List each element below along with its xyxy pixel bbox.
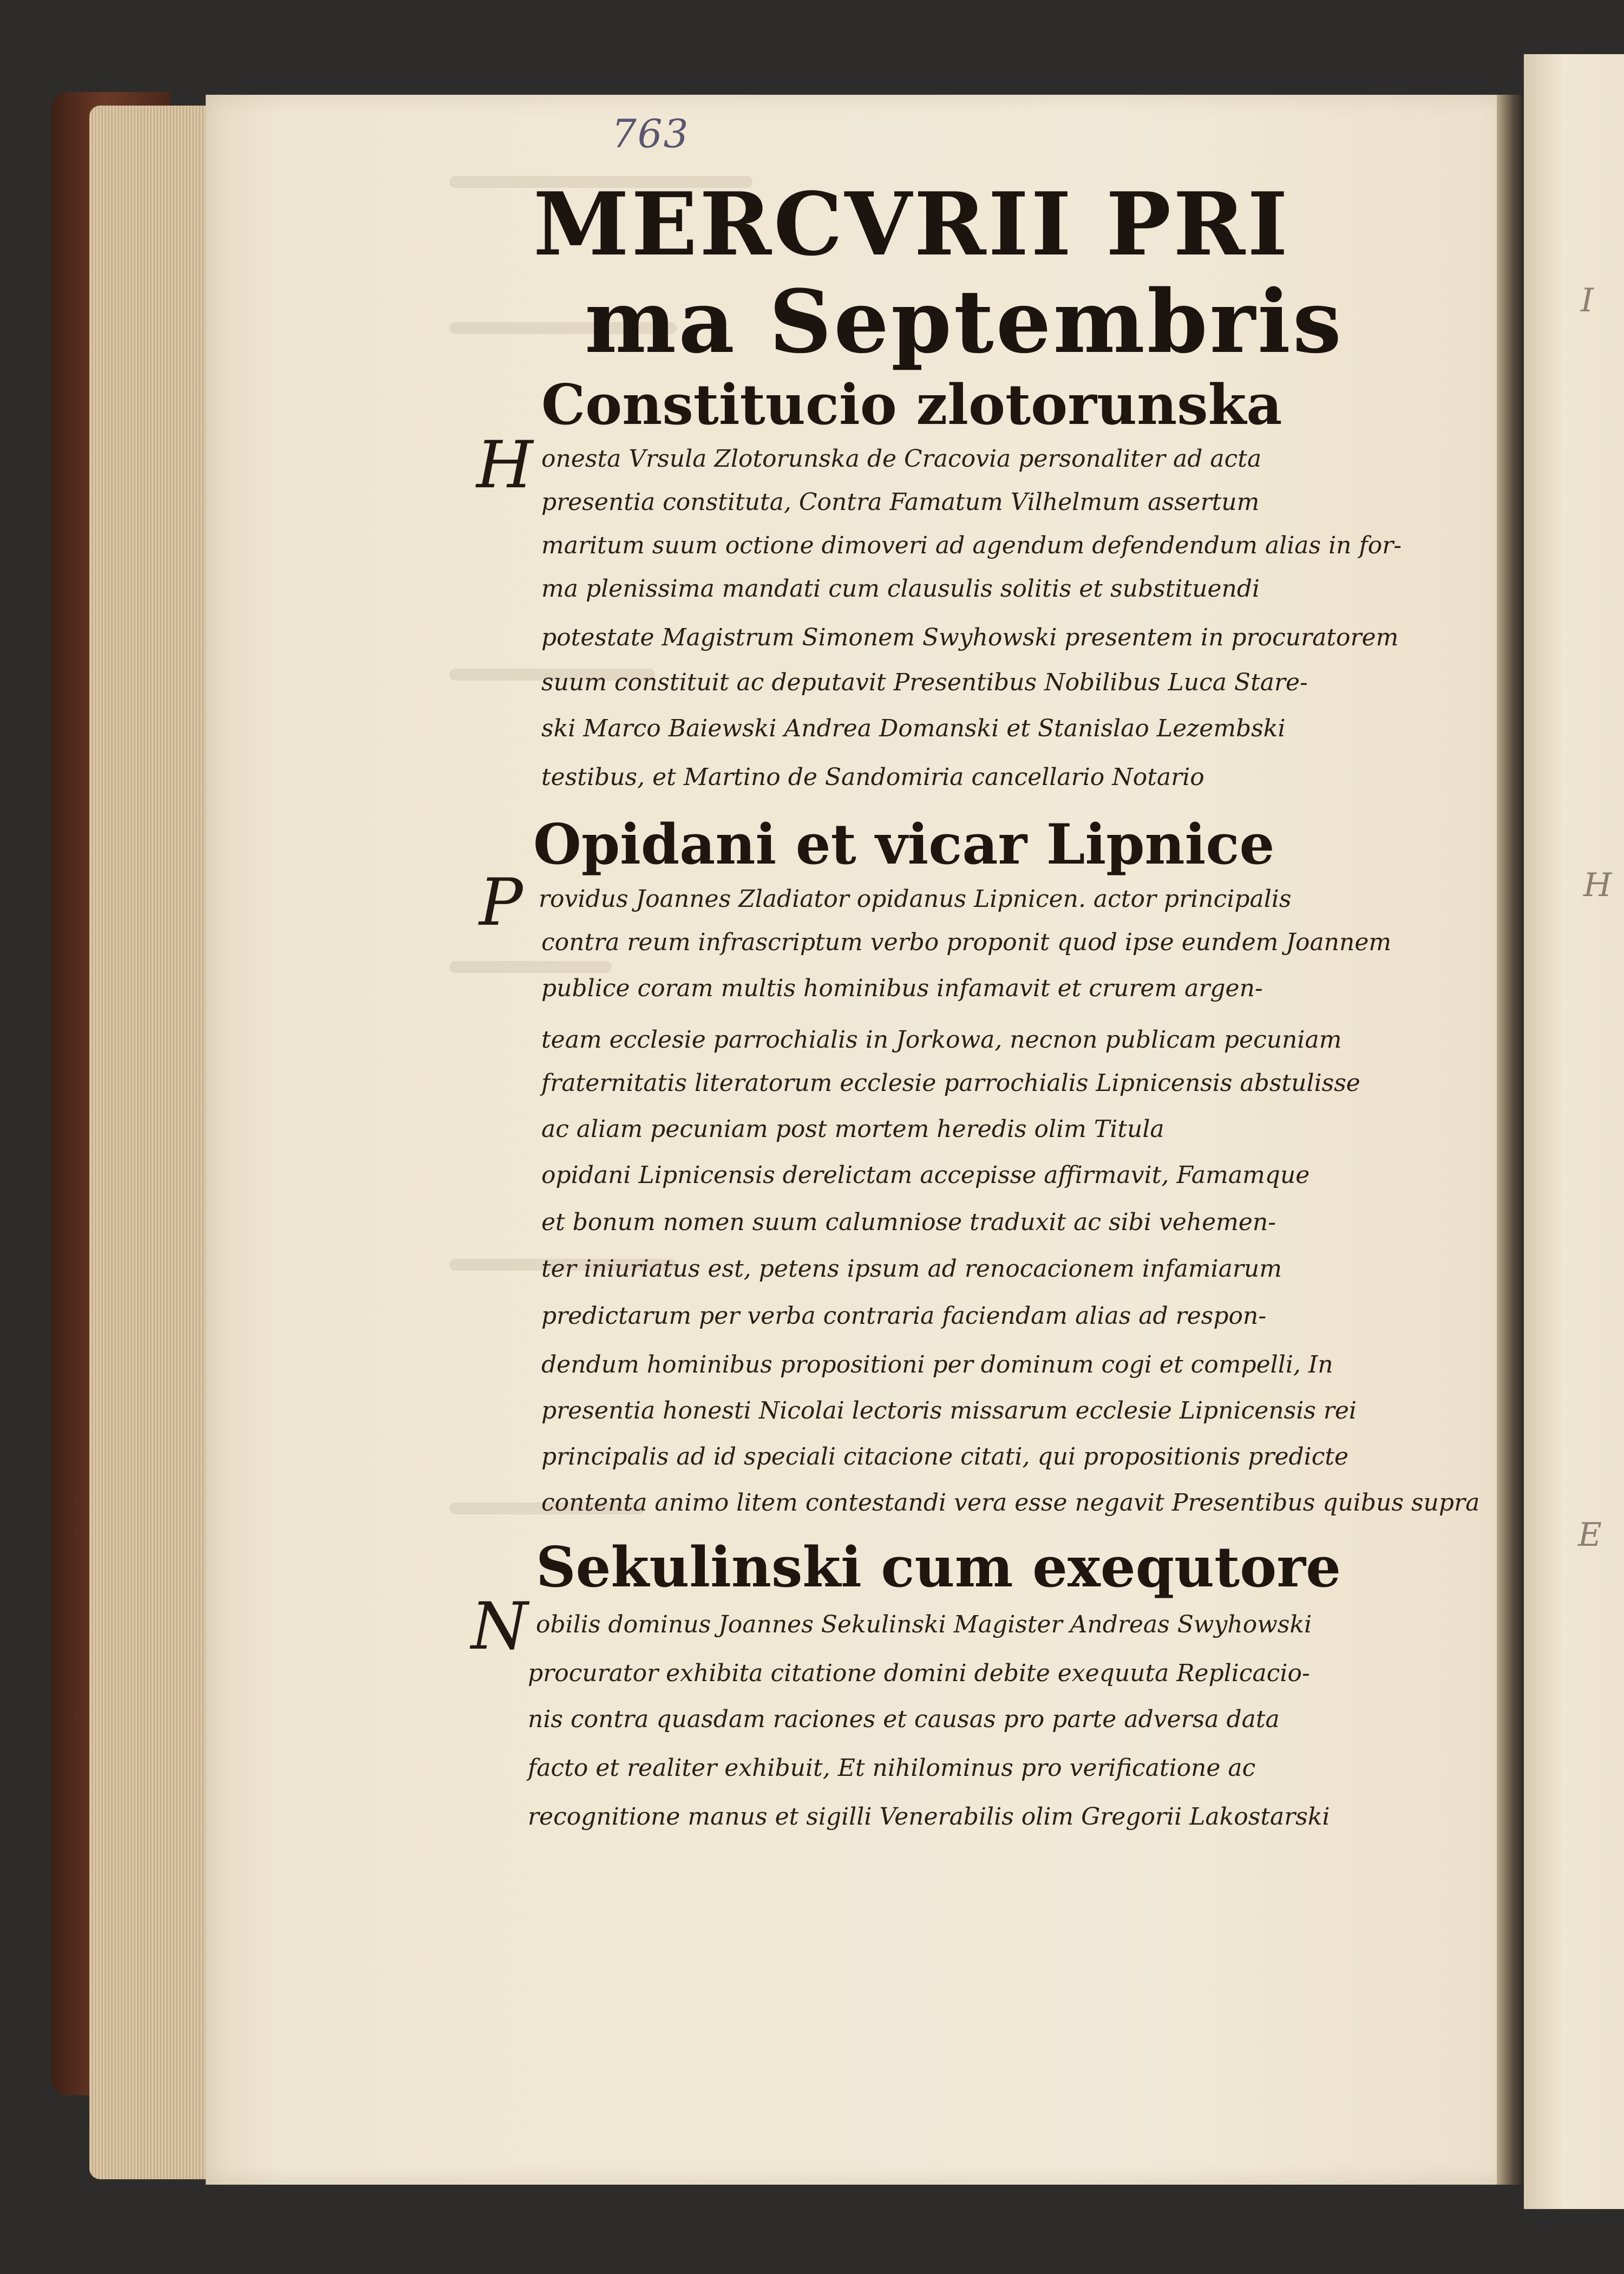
section-heading: Opidani et vicar Lipnice [533,812,1275,877]
text-line: ma plenissima mandati cum clausulis solitis et substituendi [541,575,1260,603]
folio-number: 763 [612,111,690,156]
text-line: suum constituit ac deputavit Presentibus Nobilibus Luca Stare- [541,669,1308,696]
facing-page-glyph: H [1583,866,1612,904]
initial-letter: N [471,1589,528,1664]
text-line: maritum suum octione dimoveri ad agendum defendendum alias in for- [541,532,1402,559]
text-line: opidani Lipnicensis derelictam accepisse affirmavit, Famamque [541,1161,1310,1189]
section-heading: Constitucio zlotorunska [541,373,1282,437]
book-gutter [1497,95,1524,2185]
text-line: obilis dominus Joannes Sekulinski Magister Andreas Swyhowski [536,1611,1312,1638]
text-line: principalis ad id speciali citacione citati, qui propositionis predicte [541,1443,1349,1471]
text-line: ter iniuriatus est, petens ipsum ad renocacionem infamiarum [541,1255,1282,1283]
text-line: onesta Vrsula Zlotorunska de Cracovia personaliter ad acta [541,445,1262,473]
text-line: rovidus Joannes Zladiator opidanus Lipnicen. actor principalis [539,885,1292,913]
facing-page-glyph: E [1578,1516,1602,1554]
text-line: team ecclesie parrochialis in Jorkowa, necnon publicam pecuniam [541,1026,1342,1054]
text-line: nis contra quasdam raciones et causas pro parte adversa data [528,1706,1280,1733]
text-line: presentia constituta, Contra Famatum Vilhelmum assertum [541,488,1260,516]
page-title-line-1: MERCVRII PRI [533,173,1290,275]
text-line: facto et realiter exhibuit, Et nihilominus pro verificatione ac [528,1754,1256,1782]
initial-letter: P [479,865,523,940]
page-title-line-2: ma Septembris [585,271,1344,373]
initial-letter: H [476,428,533,503]
text-line: contenta animo litem contestandi vera esse negavit Presentibus quibus supra [541,1489,1480,1517]
text-line: fraternitatis literatorum ecclesie parrochialis Lipnicensis abstulisse [541,1069,1360,1097]
bleed-through-trace [449,961,612,973]
text-line: procurator exhibita citatione domini debite exequuta Replicacio- [528,1659,1310,1687]
text-line: dendum hominibus propositioni per dominum cogi et compelli, In [541,1351,1333,1378]
text-line: presentia honesti Nicolai lectoris missarum ecclesie Lipnicensis rei [541,1397,1357,1424]
section-heading: Sekulinski cum exequtore [536,1535,1341,1600]
text-line: publice coram multis hominibus infamavit et crurem argen- [541,975,1263,1002]
text-line: et bonum nomen suum calumniose traduxit ac sibi vehemen- [541,1208,1276,1236]
page-edges [89,106,225,2179]
text-line: recognitione manus et sigilli Venerabilis olim Gregorii Lakostarski [528,1803,1330,1831]
facing-page-glyph: I [1581,282,1594,319]
text-line: ac aliam pecuniam post mortem heredis olim Titula [541,1115,1164,1143]
text-line: ski Marco Baiewski Andrea Domanski et Stanislao Lezembski [541,715,1286,742]
facing-page-edge [1524,54,1624,2209]
text-line: contra reum infrascriptum verbo proponit quod ipse eundem Joannem [541,929,1392,956]
text-line: predictarum per verba contraria faciendam alias ad respon- [541,1302,1267,1330]
text-line: testibus, et Martino de Sandomiria cancellario Notario [541,763,1204,791]
text-line: potestate Magistrum Simonem Swyhowski presentem in procuratorem [541,624,1399,651]
